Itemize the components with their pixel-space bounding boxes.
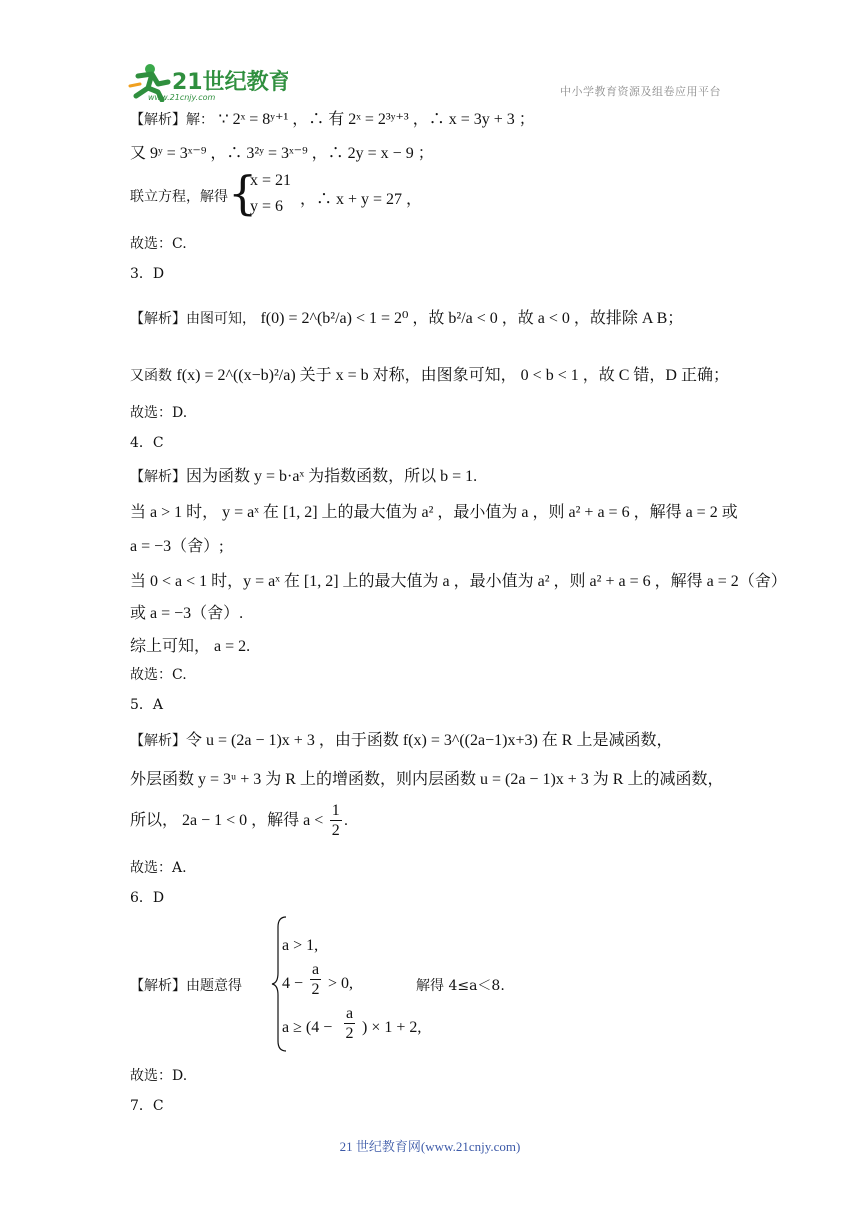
fraction-numerator: a <box>346 1005 354 1022</box>
analysis-label: 【解析】 <box>130 733 186 749</box>
system-eq: ) × 1 + 2, <box>362 1019 422 1036</box>
equation: 综上可知， a = 2. <box>130 638 251 655</box>
solution-line <box>130 533 224 556</box>
system-eq: 4 − <box>282 975 304 992</box>
equation: 又 9ʸ = 3ˣ⁻⁹ ，∴ 3²ʸ = 3ˣ⁻⁹ ，∴ 2y = x − 9 ； <box>130 145 434 162</box>
fraction-denominator: 2 <box>345 1024 354 1042</box>
header-tagline: 中小学教育资源及组卷应用平台 <box>560 85 721 98</box>
solution-line <box>130 568 787 591</box>
system-eq: x = 21 <box>250 172 292 189</box>
system-eq: a > 1, <box>282 937 319 954</box>
fraction-numerator: 1 <box>331 802 340 819</box>
footer-link[interactable]: 21 世纪教育网(www.21cnjy.com) <box>339 1139 521 1154</box>
solution-line <box>130 915 730 1055</box>
equation: f(0) = 2^(b²/a) < 1 = 2⁰ ，故 b²/a < 0 ，故 a < 0 ，故排除 A B； <box>260 310 684 327</box>
fraction <box>344 1005 355 1043</box>
equation: 当 0 < a < 1 时，y = aˣ 在 [1, 2] 上的最大值为 a ，最小值为 a² ，则 a² + a = 6 ，解得 a = 2（舍） <box>130 573 787 590</box>
solution-line: 所以， 2a − 1 < 0 ，解得 a < $\frac{1}{2}$ . <box>130 802 349 839</box>
text: 由图可知， <box>186 311 256 327</box>
equation: 因为函数 y = b·aˣ 为指数函数，所以 b = 1. <box>186 468 478 485</box>
solution-line <box>130 463 477 486</box>
text: 由题意得 <box>186 978 242 994</box>
site-logo <box>128 62 288 102</box>
solution-line <box>130 633 250 656</box>
answer-line: 故选：C. <box>130 236 187 252</box>
solution-line <box>130 766 723 789</box>
solution-line <box>130 499 738 522</box>
result-text: 解得 4≤a＜8. <box>416 978 505 994</box>
equation: ∵ 2ˣ = 8ʸ⁺¹ ，∴ 有 2ˣ = 2³ʸ⁺³ ，∴ x = 3y + 3 ； <box>218 111 535 128</box>
solution-line <box>130 305 683 328</box>
fraction <box>310 961 321 999</box>
equation: ，∴ x + y = 27 ， <box>300 191 423 208</box>
logo-url: www.21cnjy.com <box>148 93 216 102</box>
fraction-numerator: a <box>312 961 320 978</box>
question-number: 6．D <box>130 890 165 906</box>
system-eq: > 0, <box>328 975 354 992</box>
system-eq: a ≥ (4 − <box>282 1019 333 1036</box>
question-number: 7．C <box>130 1098 164 1114</box>
system-eq: y = 6 <box>250 198 284 215</box>
question-number: 5．A <box>130 697 164 713</box>
solution-line <box>130 106 535 129</box>
fraction-denominator: 2 <box>331 821 340 839</box>
solution-line <box>130 727 672 750</box>
answer-line: 故选：C. <box>130 667 187 683</box>
logo-text: 21世纪教育 <box>172 70 288 95</box>
equation: 当 a > 1 时， y = aˣ 在 [1, 2] 上的最大值为 a² ，最小值为 a ，则 a² + a = 6 ，解得 a = 2 或 <box>130 504 738 521</box>
equation: f(x) = 2^((x−b)²/a) 关于 x = b 对称，由图象可知， 0 < b < 1 ，故 C 错，D 正确； <box>176 367 729 384</box>
equation: 令 u = (2a − 1)x + 3 ，由于函数 f(x) = 3^((2a−1)x+3) 在 R 上是减函数， <box>186 732 673 749</box>
analysis-label: 【解析】 <box>130 469 186 485</box>
answer-line: 故选：D. <box>130 405 188 421</box>
equation: 或 a = −3（舍）. <box>130 605 244 622</box>
question-number: 3．D <box>130 266 165 282</box>
runner-logo-icon <box>128 62 288 102</box>
equation: 外层函数 y = 3ᵘ + 3 为 R 上的增函数，则内层函数 u = (2a − 1)x + 3 为 R 上的减函数， <box>130 771 724 788</box>
analysis-label: 【解析】 <box>130 978 186 994</box>
equation: 所以， 2a − 1 < 0 ，解得 a < <box>130 811 324 829</box>
solution-line <box>130 140 434 163</box>
analysis-label: 【解析】解： <box>130 112 214 128</box>
equation: a = −3（舍）; <box>130 538 224 555</box>
answer-line: 故选：A. <box>130 860 187 876</box>
fraction-denominator: 2 <box>311 980 320 998</box>
fraction <box>330 802 342 840</box>
solution-line <box>130 600 243 623</box>
answer-line: 故选：D. <box>130 1068 188 1084</box>
text: 又函数 <box>130 368 172 384</box>
text: 联立方程，解得 <box>130 189 228 205</box>
question-number: 4．C <box>130 435 164 451</box>
brace-symbol: { <box>228 166 258 220</box>
analysis-label: 【解析】 <box>130 311 186 327</box>
solution-line <box>130 362 729 385</box>
